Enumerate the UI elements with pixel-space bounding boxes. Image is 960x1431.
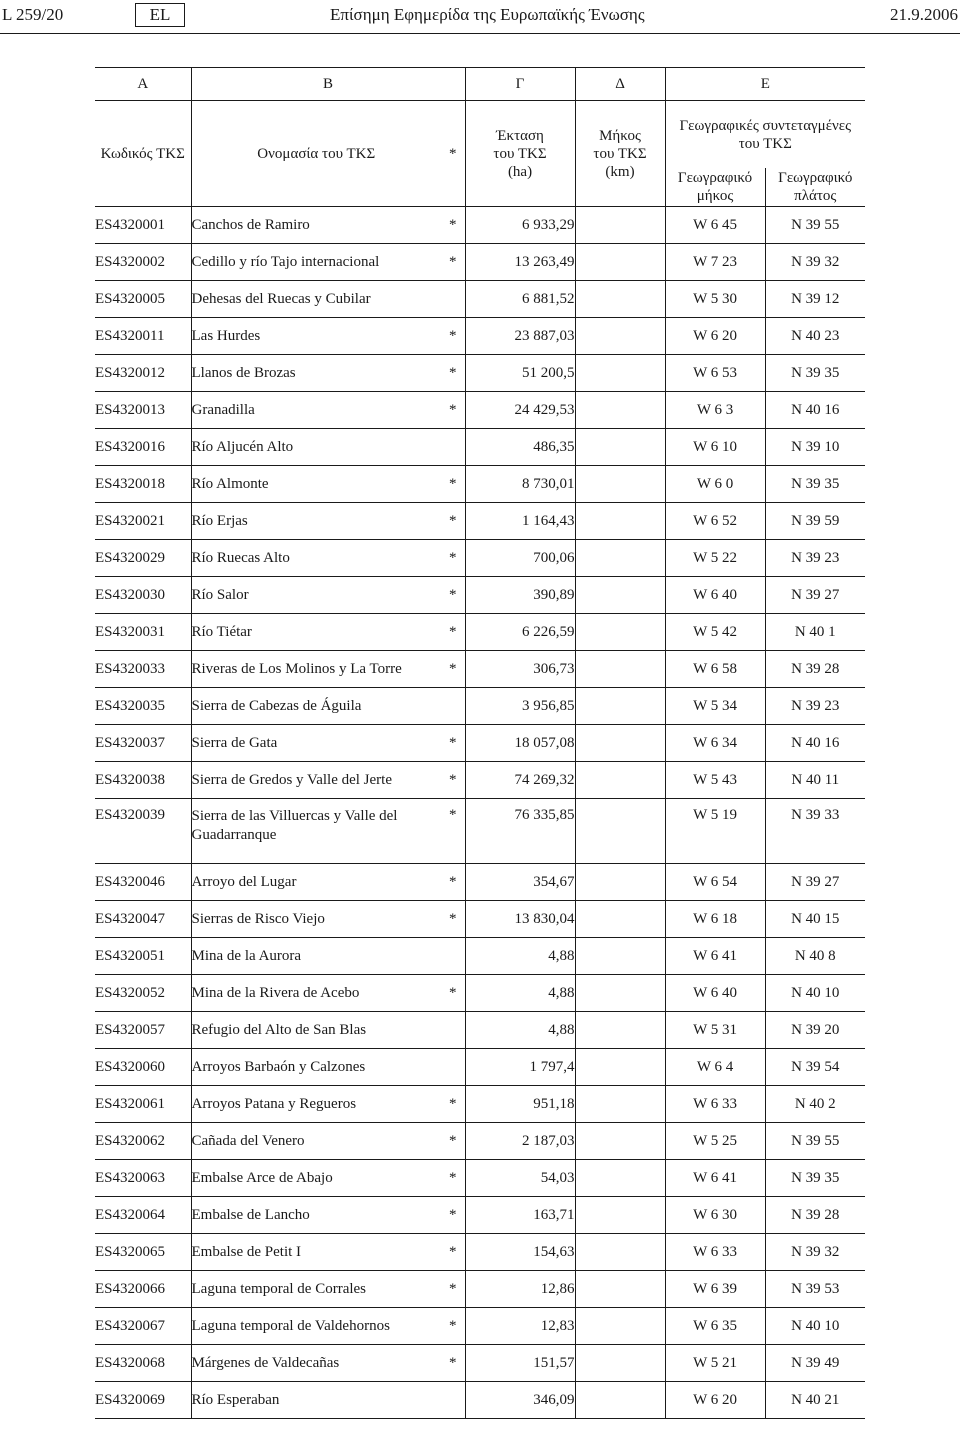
table-row [95,503,865,540]
priority-marker: * [441,392,465,429]
site-name: Río Aljucén Alto [191,429,441,466]
site-code: ES4320005 [95,281,191,318]
table-row [95,392,865,429]
site-length [575,975,665,1012]
column-label-row [95,101,865,169]
column-letter-gamma: Γ [465,68,575,101]
site-name: Márgenes de Valdecañas [191,1345,441,1382]
site-area: 12,86 [465,1271,575,1308]
table-row [95,864,865,901]
site-longitude: W 7 23 [665,244,765,281]
site-code: ES4320068 [95,1345,191,1382]
header-coordinates-line2: του ΤΚΣ [738,135,792,152]
site-latitude: N 39 54 [765,1049,865,1086]
header-name [191,101,441,207]
site-name: Sierras de Risco Viejo [191,901,441,938]
table-row [95,1345,865,1382]
site-longitude: W 5 43 [665,762,765,799]
site-area: 346,09 [465,1382,575,1419]
site-latitude: N 39 55 [765,207,865,244]
site-area: 54,03 [465,1160,575,1197]
priority-marker [441,1049,465,1086]
header-area-line2: του ΤΚΣ [493,145,547,162]
site-latitude: N 39 27 [765,577,865,614]
table-row [95,1271,865,1308]
table-row [95,1308,865,1345]
journal-title: Επίσημη Εφημερίδα της Ευρωπαϊκής Ένωσης [330,5,645,24]
site-area: 13 263,49 [465,244,575,281]
site-area: 18 057,08 [465,725,575,762]
table-row [95,244,865,281]
column-letter-e: E [665,68,865,101]
priority-marker: * [441,1234,465,1271]
site-name: Riveras de Los Molinos y La Torre [191,651,441,688]
site-latitude: N 39 35 [765,1160,865,1197]
site-longitude: W 5 42 [665,614,765,651]
header-length-line2: του ΤΚΣ [593,145,647,162]
site-name: Arroyos Barbaón y Calzones [191,1049,441,1086]
site-longitude: W 6 33 [665,1234,765,1271]
site-length [575,1382,665,1419]
site-code: ES4320016 [95,429,191,466]
site-length [575,429,665,466]
site-code: ES4320061 [95,1086,191,1123]
site-length [575,1197,665,1234]
site-name: Granadilla [191,392,441,429]
site-code: ES4320012 [95,355,191,392]
header-area-line1: Έκταση [496,127,544,144]
site-length [575,688,665,725]
site-area: 24 429,53 [465,392,575,429]
site-latitude: N 40 21 [765,1382,865,1419]
site-longitude: W 5 19 [665,799,765,864]
site-area: 4,88 [465,938,575,975]
site-length [575,725,665,762]
priority-marker: * [441,466,465,503]
table-row [95,938,865,975]
table-row [95,1197,865,1234]
priority-marker: * [441,1308,465,1345]
site-latitude: N 39 35 [765,466,865,503]
site-name: Llanos de Brozas [191,355,441,392]
site-latitude: N 40 16 [765,725,865,762]
site-length [575,392,665,429]
site-latitude: N 39 28 [765,651,865,688]
table-row [95,1123,865,1160]
site-latitude: N 40 2 [765,1086,865,1123]
priority-marker: * [441,355,465,392]
priority-marker [441,1382,465,1419]
priority-marker: * [441,1123,465,1160]
site-length [575,281,665,318]
site-longitude: W 6 4 [665,1049,765,1086]
site-area: 51 200,5 [465,355,575,392]
site-area: 306,73 [465,651,575,688]
site-latitude: N 40 23 [765,318,865,355]
site-latitude: N 40 11 [765,762,865,799]
site-name: Río Erjas [191,503,441,540]
site-length [575,1234,665,1271]
site-longitude: W 6 41 [665,938,765,975]
site-longitude: W 6 53 [665,355,765,392]
site-name: Sierra de Gredos y Valle del Jerte [191,762,441,799]
header-rule [0,33,960,34]
site-latitude: N 39 33 [765,799,865,864]
site-area: 1 164,43 [465,503,575,540]
site-longitude: W 6 45 [665,207,765,244]
site-code: ES4320052 [95,975,191,1012]
header-name-text: Ονομασία του ΤΚΣ [257,145,376,162]
site-code: ES4320039 [95,799,191,864]
site-longitude: W 6 20 [665,318,765,355]
priority-marker: * [441,762,465,799]
priority-marker [441,938,465,975]
priority-marker: * [441,1271,465,1308]
priority-marker: * [441,799,465,864]
site-area: 6 933,29 [465,207,575,244]
priority-marker: * [441,244,465,281]
site-area: 486,35 [465,429,575,466]
header-coordinates-line1: Γεωγραφικές συντεταγμένες [679,117,852,134]
column-letter-delta: Δ [575,68,665,101]
site-code: ES4320011 [95,318,191,355]
priority-marker [441,281,465,318]
site-longitude: W 6 52 [665,503,765,540]
table-row [95,1234,865,1271]
site-latitude: N 40 10 [765,1308,865,1345]
header-length [575,101,665,207]
site-name: Mina de la Aurora [191,938,441,975]
site-code: ES4320066 [95,1271,191,1308]
header-latitude-line2: πλάτος [794,188,837,204]
site-code: ES4320067 [95,1308,191,1345]
site-code: ES4320046 [95,864,191,901]
site-longitude: W 6 34 [665,725,765,762]
header-length-unit: (km) [605,163,635,180]
site-area: 74 269,32 [465,762,575,799]
site-name: Refugio del Alto de San Blas [191,1012,441,1049]
site-name: Dehesas del Ruecas y Cubilar [191,281,441,318]
site-length [575,1012,665,1049]
site-name: Sierra de las Villuercas y Valle del Guadarranque [191,799,441,864]
site-longitude: W 6 33 [665,1086,765,1123]
table-row [95,540,865,577]
header-star [441,101,465,207]
site-length [575,1049,665,1086]
site-area: 23 887,03 [465,318,575,355]
priority-marker: * [441,207,465,244]
site-length [575,207,665,244]
priority-marker [441,429,465,466]
site-latitude: N 40 10 [765,975,865,1012]
site-code: ES4320021 [95,503,191,540]
site-code: ES4320030 [95,577,191,614]
site-length [575,1086,665,1123]
site-latitude: N 40 16 [765,392,865,429]
site-name: Sierra de Gata [191,725,441,762]
table-row [95,762,865,799]
site-length [575,540,665,577]
site-length [575,938,665,975]
priority-marker: * [441,725,465,762]
table-row [95,355,865,392]
site-length [575,1160,665,1197]
priority-marker: * [441,318,465,355]
table-row [95,799,865,864]
header-longitude-line2: μήκος [696,188,734,204]
site-code: ES4320064 [95,1197,191,1234]
sci-table [95,67,865,1419]
table-row [95,429,865,466]
priority-marker [441,688,465,725]
site-latitude: N 39 23 [765,540,865,577]
priority-marker: * [441,540,465,577]
site-code: ES4320031 [95,614,191,651]
site-name: Las Hurdes [191,318,441,355]
site-area: 1 797,4 [465,1049,575,1086]
table-row [95,281,865,318]
site-length [575,244,665,281]
table-row [95,1086,865,1123]
site-longitude: W 6 0 [665,466,765,503]
priority-marker [441,1012,465,1049]
site-latitude: N 39 10 [765,429,865,466]
header-coordinates [665,101,865,169]
site-latitude: N 39 59 [765,503,865,540]
site-area: 951,18 [465,1086,575,1123]
header-latitude-line1: Γεωγραφικό [778,170,853,186]
site-longitude: W 6 54 [665,864,765,901]
language-badge: EL [135,3,185,27]
header-area-unit: (ha) [507,163,533,180]
site-name: Río Salor [191,577,441,614]
site-code: ES4320063 [95,1160,191,1197]
priority-marker: * [441,1197,465,1234]
site-longitude: W 6 18 [665,901,765,938]
site-latitude: N 40 15 [765,901,865,938]
site-length [575,614,665,651]
site-name: Arroyo del Lugar [191,864,441,901]
site-area: 700,06 [465,540,575,577]
site-code: ES4320002 [95,244,191,281]
site-longitude: W 6 40 [665,577,765,614]
site-code: ES4320018 [95,466,191,503]
table-row [95,466,865,503]
table-row [95,688,865,725]
site-name: Canchos de Ramiro [191,207,441,244]
site-longitude: W 5 30 [665,281,765,318]
site-area: 6 881,52 [465,281,575,318]
site-name: Río Tiétar [191,614,441,651]
site-latitude: N 39 53 [765,1271,865,1308]
site-code: ES4320029 [95,540,191,577]
site-length [575,762,665,799]
site-latitude: N 39 28 [765,1197,865,1234]
site-longitude: W 6 3 [665,392,765,429]
site-latitude: N 40 1 [765,614,865,651]
site-longitude: W 6 40 [665,975,765,1012]
site-code: ES4320065 [95,1234,191,1271]
header-longitude-line1: Γεωγραφικό [677,170,753,186]
site-longitude: W 5 21 [665,1345,765,1382]
site-name: Laguna temporal de Valdehornos [191,1308,441,1345]
site-length [575,1123,665,1160]
table-row [95,1049,865,1086]
site-length [575,577,665,614]
site-name: Río Almonte [191,466,441,503]
sci-table-body [95,207,865,1419]
site-longitude: W 5 22 [665,540,765,577]
site-name: Sierra de Cabezas de Águila [191,688,441,725]
site-latitude: N 39 12 [765,281,865,318]
header-area [465,101,575,207]
page-reference: L 259/20 [2,5,64,24]
header-longitude [665,168,765,207]
table-row [95,207,865,244]
site-code: ES4320037 [95,725,191,762]
site-area: 163,71 [465,1197,575,1234]
site-name: Laguna temporal de Corrales [191,1271,441,1308]
publication-date: 21.9.2006 [890,5,958,24]
priority-marker: * [441,503,465,540]
priority-marker: * [441,614,465,651]
table-row [95,651,865,688]
site-latitude: N 40 8 [765,938,865,975]
site-area: 4,88 [465,1012,575,1049]
priority-marker: * [441,651,465,688]
site-area: 2 187,03 [465,1123,575,1160]
site-length [575,503,665,540]
site-longitude: W 6 41 [665,1160,765,1197]
site-longitude: W 6 39 [665,1271,765,1308]
site-name: Río Esperaban [191,1382,441,1419]
site-code: ES4320062 [95,1123,191,1160]
site-longitude: W 6 58 [665,651,765,688]
site-latitude: N 39 35 [765,355,865,392]
header-star-text: * [449,145,457,162]
site-area: 3 956,85 [465,688,575,725]
site-name: Arroyos Patana y Regueros [191,1086,441,1123]
site-name: Río Ruecas Alto [191,540,441,577]
site-length [575,901,665,938]
priority-marker: * [441,1345,465,1382]
site-name: Embalse de Petit I [191,1234,441,1271]
site-code: ES4320047 [95,901,191,938]
priority-marker: * [441,975,465,1012]
priority-marker: * [441,1086,465,1123]
site-code: ES4320013 [95,392,191,429]
site-longitude: W 6 30 [665,1197,765,1234]
site-longitude: W 5 31 [665,1012,765,1049]
site-code: ES4320038 [95,762,191,799]
site-length [575,864,665,901]
site-latitude: N 39 20 [765,1012,865,1049]
column-letter-a: A [95,68,191,101]
site-area: 6 226,59 [465,614,575,651]
site-latitude: N 39 27 [765,864,865,901]
site-name: Embalse Arce de Abajo [191,1160,441,1197]
table-row [95,901,865,938]
site-area: 151,57 [465,1345,575,1382]
site-latitude: N 39 55 [765,1123,865,1160]
priority-marker: * [441,577,465,614]
site-longitude: W 6 35 [665,1308,765,1345]
site-longitude: W 6 20 [665,1382,765,1419]
table-row [95,1382,865,1419]
site-longitude: W 5 34 [665,688,765,725]
header-latitude [765,168,865,207]
site-area: 354,67 [465,864,575,901]
table-row [95,975,865,1012]
priority-marker: * [441,901,465,938]
site-area: 390,89 [465,577,575,614]
table-row [95,614,865,651]
priority-marker: * [441,1160,465,1197]
site-latitude: N 39 32 [765,1234,865,1271]
site-name: Cañada del Venero [191,1123,441,1160]
site-code: ES4320060 [95,1049,191,1086]
header-code-text: Κωδικός ΤΚΣ [100,145,185,162]
table-row [95,1012,865,1049]
site-latitude: N 39 23 [765,688,865,725]
site-code: ES4320069 [95,1382,191,1419]
header-code [95,101,191,207]
site-name: Mina de la Rivera de Acebo [191,975,441,1012]
site-area: 12,83 [465,1308,575,1345]
site-code: ES4320001 [95,207,191,244]
site-longitude: W 6 10 [665,429,765,466]
site-length [575,318,665,355]
site-length [575,1308,665,1345]
site-area: 154,63 [465,1234,575,1271]
site-length [575,355,665,392]
site-area: 4,88 [465,975,575,1012]
site-length [575,466,665,503]
site-code: ES4320051 [95,938,191,975]
site-length [575,799,665,864]
site-area: 8 730,01 [465,466,575,503]
table-row [95,725,865,762]
site-code: ES4320035 [95,688,191,725]
site-latitude: N 39 49 [765,1345,865,1382]
site-length [575,1271,665,1308]
site-latitude: N 39 32 [765,244,865,281]
header-length-line1: Μήκος [599,127,641,144]
page-header [0,0,960,34]
site-code: ES4320057 [95,1012,191,1049]
site-length [575,1345,665,1382]
site-name: Cedillo y río Tajo internacional [191,244,441,281]
site-length [575,651,665,688]
priority-marker: * [441,864,465,901]
site-code: ES4320033 [95,651,191,688]
table-row [95,1160,865,1197]
site-area: 13 830,04 [465,901,575,938]
site-name: Embalse de Lancho [191,1197,441,1234]
column-letter-row [95,68,865,101]
column-letter-b: B [191,68,465,101]
site-longitude: W 5 25 [665,1123,765,1160]
site-area: 76 335,85 [465,799,575,864]
table-row [95,318,865,355]
table-row [95,577,865,614]
